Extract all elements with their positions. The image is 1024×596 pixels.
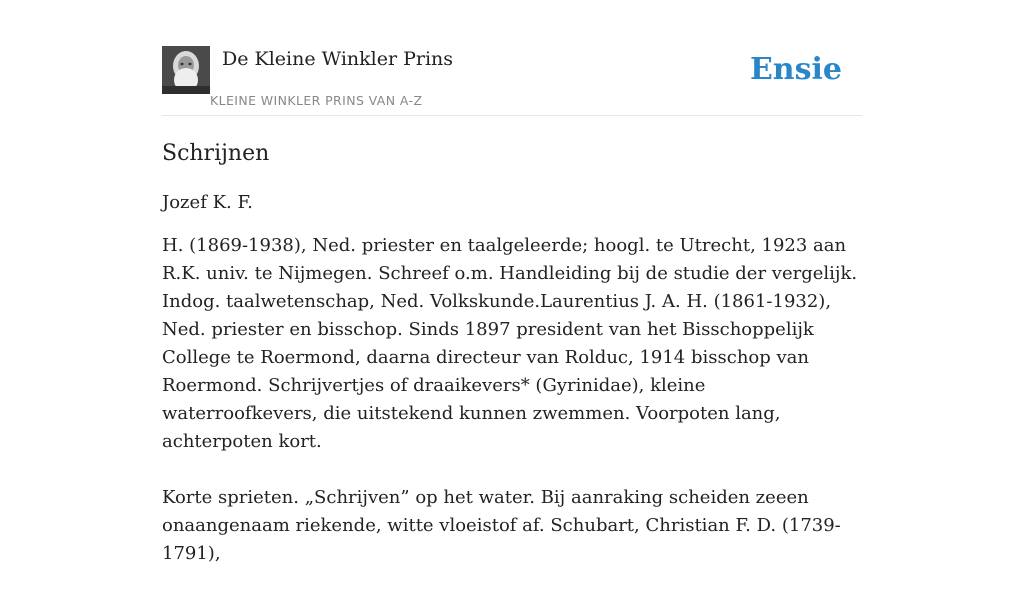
brand-logo[interactable]: Ensie: [749, 52, 842, 87]
article-paragraph: Korte sprieten. „Schrijven” op het water. Bij aanraking scheiden zeeen onaangenaam riekende, witte vloeistof af. Schubart, Christian F. D. (1739-1791),: [162, 487, 841, 564]
avatar-portrait-icon: [162, 46, 210, 94]
article-body: [162, 232, 862, 568]
article-subtitle: Jozef K. F.: [162, 192, 253, 213]
site-title[interactable]: De Kleine Winkler Prins: [222, 48, 454, 70]
site-header: [162, 44, 862, 116]
author-avatar[interactable]: [162, 46, 210, 94]
site-subtitle[interactable]: KLEINE WINKLER PRINS VAN A-Z: [210, 93, 423, 108]
article-paragraph: H. (1869-1938), Ned. priester en taalgeleerde; hoogl. te Utrecht, 1923 aan R.K. univ. te Nijmegen. Schreef o.m. Handleiding bij de studie der vergelijk. Indog. taalwetenschap, Ned. Volkskunde.Laurentius J. A. H. (1861-1932), Ned. priester en bisschop. Sinds 1897 president van het Bisschoppelijk College te Roermond, daarna directeur van Rolduc, 1914 bisschop van Roermond. Schrijvertjes of draaikevers* (Gyrinidae), kleine waterroofkevers, die uitstekend kunnen zwemmen. Voorpoten lang, achterpoten kort.: [162, 235, 858, 452]
article: [162, 138, 862, 596]
article-title: Schrijnen: [162, 141, 270, 166]
